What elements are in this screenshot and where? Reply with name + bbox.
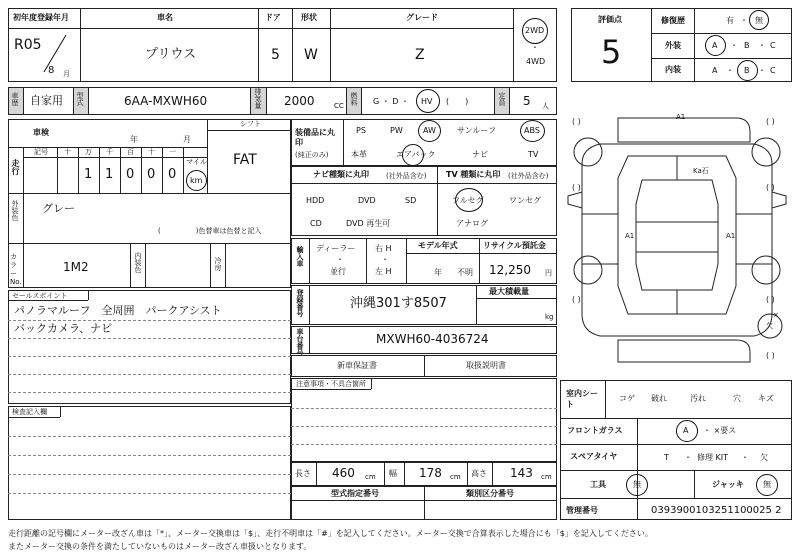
mileage-digit-label: 百: [127, 148, 134, 156]
interior-sheet-label: 室内シート: [566, 389, 598, 410]
max-load-label: 最大積載量: [489, 287, 529, 296]
spare-t: T: [664, 453, 669, 462]
caution-label: 注意事項・不具合箇所: [296, 380, 366, 388]
drive-2wd: 2WD: [525, 26, 545, 35]
import-right-h: 右 H: [375, 244, 392, 253]
mileage-column-divider: [162, 147, 163, 193]
mileage-column-divider: [141, 147, 142, 193]
nav-cd: CD: [310, 219, 322, 228]
mileage-digit-label: 十: [64, 148, 71, 156]
door-label: ドア: [265, 13, 281, 22]
car-diagram: [560, 104, 794, 378]
import-dealer: ディーラー: [316, 244, 356, 253]
svg-text:( ): ( ): [766, 117, 775, 126]
registration-value: 沖縄301す8507: [350, 296, 447, 311]
sheet-scorch: コゲ: [619, 394, 635, 403]
color-label: 外装色: [11, 200, 19, 221]
nav-dvd-play: DVD 再生可: [346, 219, 391, 228]
tools-label: 工具: [590, 480, 606, 489]
equipment-sublabel: (純正のみ): [295, 151, 329, 159]
score-label: 評価点: [598, 15, 622, 24]
equip-pw: PW: [390, 126, 403, 135]
repair-yes: 有: [726, 16, 734, 25]
nav-aftermarket: (社外品含む): [386, 172, 427, 180]
mileage-digit: 0: [168, 167, 177, 182]
color-value: グレー: [42, 202, 75, 215]
interior-label: 内装: [665, 65, 681, 74]
tv-oneseg: ワンセグ: [509, 196, 541, 205]
mileage-column-divider: [120, 147, 121, 193]
drive-4wd: 4WD: [526, 57, 546, 66]
model-year-year: 年: [434, 268, 442, 277]
equip-abs: ABS: [524, 126, 540, 135]
mileage-label: 走行: [11, 159, 20, 175]
model-year-label: モデル年式: [418, 241, 458, 250]
type-cert-label: 型式指定番号: [331, 489, 379, 498]
glass-label: フロントガラス: [567, 426, 623, 435]
spare-label: スペアタイヤ: [570, 452, 618, 461]
jack-label: ジャッキ: [712, 480, 744, 489]
score-value: 5: [601, 33, 622, 71]
mileage-digit: 0: [126, 167, 135, 182]
nav-dvd: DVD: [358, 196, 376, 205]
sheet-dirt: 汚れ: [690, 394, 706, 403]
spare-dot1: ・: [684, 453, 692, 462]
header-grid: [8, 8, 557, 82]
tools-value: 無: [633, 480, 641, 489]
shift-label: シフト: [240, 120, 261, 128]
diagram-a1-top: A1: [676, 113, 686, 121]
use-label: 車歴: [11, 92, 19, 106]
nav-sd: SD: [405, 196, 417, 205]
mileage-column-divider: [183, 147, 184, 193]
diagram-a1-left: A1: [625, 232, 635, 240]
equip-aw: AW: [423, 126, 436, 135]
import-left-h: 左 H: [375, 267, 392, 276]
import-parallel: 並行: [330, 267, 346, 276]
exterior-sep2: ・: [758, 41, 766, 50]
sheet-hole: 穴: [733, 394, 741, 403]
tv-aftermarket: (社外品含む): [508, 172, 549, 180]
inspector-label: 検査記入欄: [12, 408, 47, 416]
car-name-label: 車名: [157, 13, 173, 22]
mileage-digit: 0: [147, 167, 156, 182]
sales-point-label: セールスポイント: [12, 292, 68, 300]
tv-type-label: TV 種類に丸印: [446, 170, 501, 179]
interior-sep2: ・: [758, 66, 766, 75]
svg-text:( ): ( ): [572, 183, 581, 192]
fuel-options: G ・ D ・: [373, 97, 409, 106]
footer-line1: 走行距離の記号欄にメーター改ざん車は「*」、メーター交換車は「$」、走行不明車は「#」を記入してください。メーター交換で合算表示した場合にも「$」を記入してください。: [8, 529, 653, 538]
model-value: 6AA-MXWH60: [124, 94, 208, 108]
width-label: 幅: [389, 469, 397, 478]
mileage-column-divider: [78, 147, 79, 193]
mileage-column-divider: [99, 147, 100, 193]
mileage-digit: 1: [105, 167, 114, 182]
diagram-a1-right: A1: [726, 232, 736, 240]
interior-color-label: 内装色: [134, 252, 142, 273]
import-dot: ・: [336, 255, 344, 264]
exterior-sep1: ・: [730, 41, 738, 50]
glass-rest: ・ ×要ス: [703, 426, 737, 435]
length-unit: cm: [365, 473, 376, 481]
svg-text:( ): ( ): [572, 295, 581, 304]
shaken-year: 年: [130, 135, 138, 144]
svg-text:( ): ( ): [572, 117, 581, 126]
doors-value: 5: [271, 47, 280, 63]
recycle-label: リサイクル預託金: [483, 241, 546, 250]
shift-value: FAT: [233, 152, 257, 168]
caution-box: [291, 378, 557, 462]
spare-kit: 修理 KIT: [697, 453, 729, 462]
displacement-value: 2000: [284, 94, 315, 108]
model-label: 型式: [76, 92, 84, 106]
repair-no: 無: [755, 16, 763, 25]
grade-label: グレード: [406, 13, 438, 22]
chassis-value: MXWH60-4036724: [376, 332, 489, 346]
equip-tv: TV: [528, 150, 539, 159]
manual-label: 取扱説明書: [466, 361, 506, 370]
interior-b: B: [744, 66, 750, 75]
chassis-label: 車台番号: [296, 328, 304, 356]
color-no-label: カラーNo.: [10, 253, 22, 287]
new-car-warranty: 新車保証書: [337, 361, 377, 370]
jack-value: 無: [763, 480, 771, 489]
capacity-unit: 人: [542, 102, 549, 110]
equip-ps: PS: [356, 126, 366, 135]
footer-line2: またメーター交換の条件を満たしていないものはメーター改ざん車扱いとなります。: [8, 542, 312, 551]
mark-label: 記号: [34, 148, 48, 156]
width-unit: cm: [450, 473, 461, 481]
mileage-column-divider: [57, 147, 58, 193]
fuel-paren: ( ): [446, 97, 469, 106]
first-reg-month: 8: [48, 65, 55, 76]
recycle-yen: 円: [545, 269, 552, 277]
mileage-digit-label: 千: [106, 148, 113, 156]
cc-unit: CC: [334, 102, 344, 110]
mileage-digit-label: 一: [169, 148, 176, 156]
interior-sep1: ・: [726, 66, 734, 75]
management-value: 0393900103251100025 2: [651, 505, 782, 516]
length-label: 長さ: [295, 469, 311, 478]
exterior-a: A: [712, 41, 718, 50]
repair-label: 修復歴: [661, 16, 685, 25]
repair-dot: ・: [740, 16, 748, 25]
import-dot2: ・: [381, 255, 389, 264]
drive-dot: ・: [531, 43, 539, 52]
equip-navi: ナビ: [472, 150, 488, 159]
first-reg-era: R05: [14, 37, 42, 53]
svg-text:( ): ( ): [766, 183, 775, 192]
height-label: 高さ: [471, 469, 487, 478]
exterior-label: 外装: [665, 41, 681, 50]
equip-leather: 本革: [351, 150, 367, 159]
equip-airbag: エアバック: [396, 150, 436, 159]
length-value: 460: [332, 466, 355, 480]
class-label: 類別区分番号: [466, 489, 514, 498]
sales-point-line1: パノラマルーフ 全周囲 パークアシスト: [14, 304, 222, 317]
diagram-ka-ishi: Ka石: [693, 167, 709, 175]
displacement-label: 排気量: [254, 88, 262, 109]
interior-a: A: [712, 66, 718, 75]
exterior-c: C: [770, 41, 776, 50]
registration-label: 登録番号: [296, 289, 304, 317]
width-value: 178: [419, 466, 442, 480]
import-label: 輸入車: [296, 246, 304, 267]
fuel-label: 燃料: [350, 92, 358, 106]
svg-text:( ): ( ): [766, 351, 775, 360]
month-suffix: 月: [63, 70, 70, 78]
spare-missing: 欠: [760, 453, 768, 462]
tv-fullseg: フルセグ: [452, 196, 484, 205]
recycle-value: 12,250: [489, 263, 531, 277]
shape-label: 形状: [301, 13, 317, 22]
spare-dot2: ・: [741, 453, 749, 462]
diagram-cross: ×: [773, 311, 779, 319]
mile-label: マイル: [186, 158, 207, 166]
use-value: 自家用: [30, 94, 63, 107]
model-year-value: 不明: [457, 268, 473, 277]
equip-sunroof: サンルーフ: [457, 126, 496, 135]
first-reg-label: 初年度登録年月: [13, 13, 69, 22]
glass-a: A: [683, 426, 689, 435]
svg-text:( ): ( ): [766, 295, 775, 304]
capacity-value: 5: [523, 94, 531, 108]
color-no-value: 1M2: [63, 260, 89, 274]
shape-value: W: [304, 47, 318, 63]
height-value: 143: [510, 466, 533, 480]
sheet-scratch: キズ: [758, 394, 774, 403]
diagram-missing: 欠: [766, 322, 773, 330]
sheet-tear: 破れ: [651, 394, 667, 403]
shaken-month: 月: [183, 135, 191, 144]
mileage-digit-label: 十: [148, 148, 155, 156]
management-label: 管理番号: [566, 506, 598, 515]
equipment-label: 装備品に丸印: [295, 128, 335, 148]
mileage-digit: 1: [84, 167, 93, 182]
grade-value: Z: [415, 47, 425, 63]
fuel-hv: HV: [421, 97, 433, 106]
color-note: ( )色替車は色替と記入: [158, 227, 262, 235]
aircon-label: 冷房: [214, 257, 222, 271]
row2-grid: [8, 87, 557, 115]
height-unit: cm: [541, 473, 552, 481]
inspector-box: [8, 406, 291, 520]
mileage-digit-label: 万: [85, 148, 92, 156]
car-name-value: プリウス: [145, 47, 197, 62]
max-load-unit: kg: [545, 313, 554, 321]
tv-analog: アナログ: [456, 219, 488, 228]
interior-c: C: [770, 66, 776, 75]
nav-hdd: HDD: [306, 196, 325, 205]
capacity-label: 定員: [498, 92, 506, 106]
exterior-b: B: [744, 41, 750, 50]
km-unit: km: [190, 176, 203, 185]
sales-point-line2: バックカメラ、ナビ: [14, 322, 113, 335]
nav-type-label: ナビ種類に丸印: [313, 170, 369, 179]
shaken-label: 車検: [33, 128, 49, 137]
